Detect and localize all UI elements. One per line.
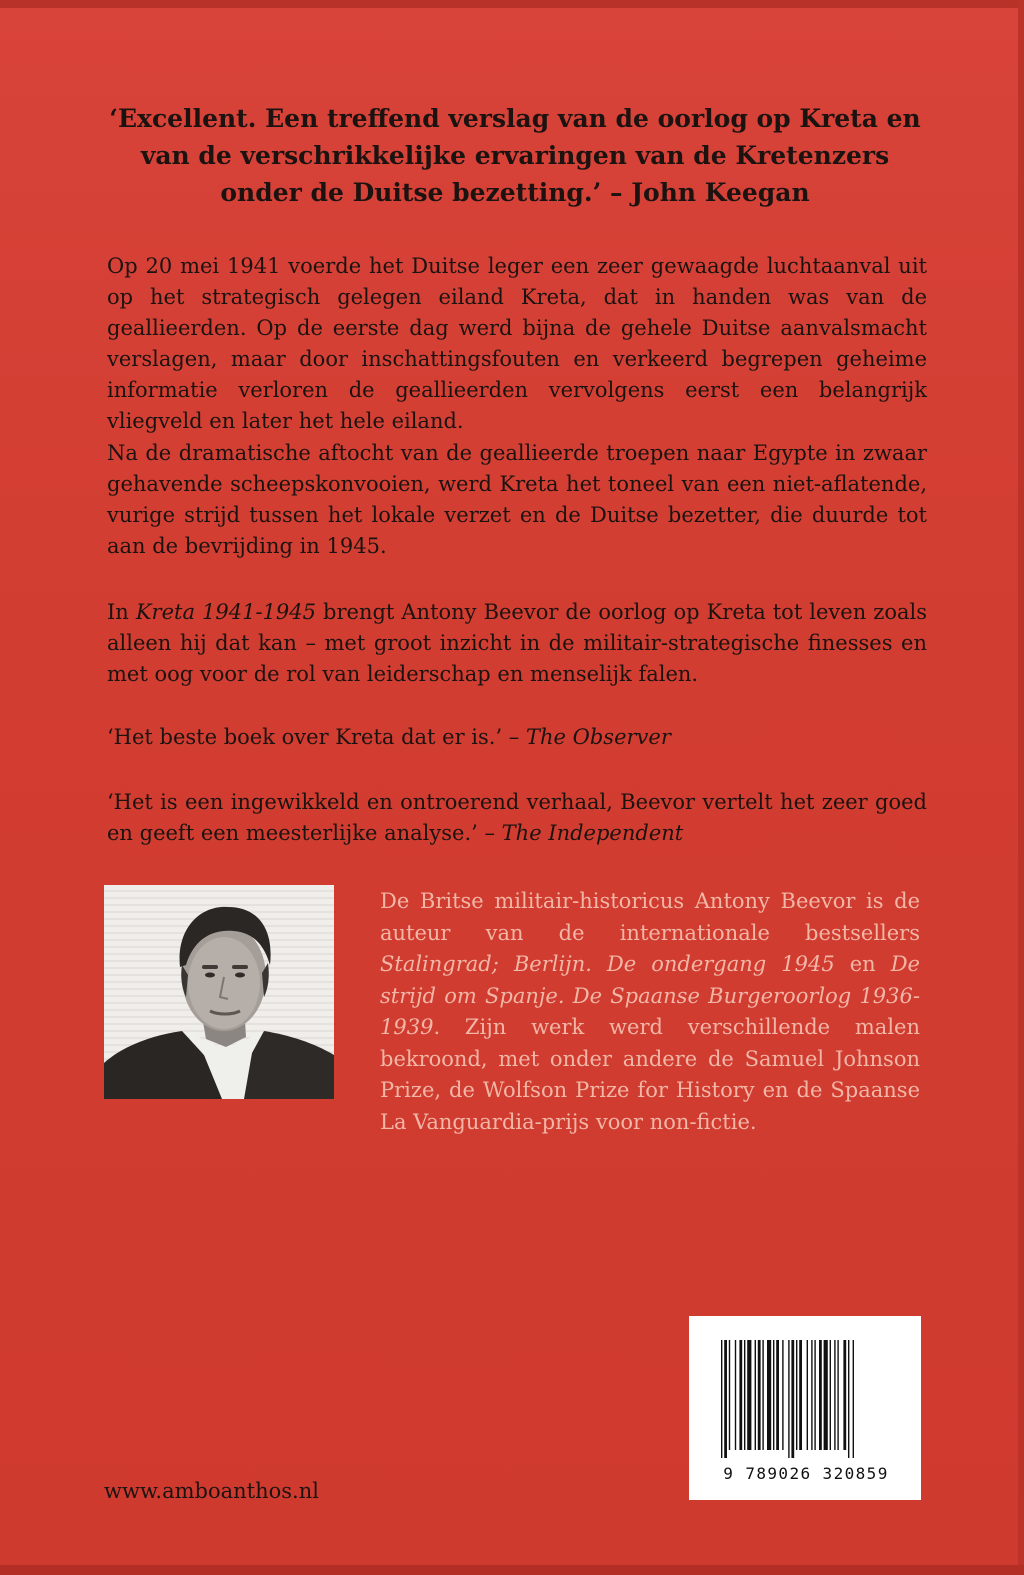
barcode-bar: [824, 1340, 828, 1450]
p3-rest: brengt Antony Beevor de oorlog op Kreta tot leven zoals alleen hij dat kan – met groot inzicht in de militair-strategische finesses en met oog voor de rol van leiderschap en menselijk falen.: [107, 600, 928, 686]
barcode-bar: [724, 1340, 727, 1458]
barcode-bar: [776, 1340, 779, 1450]
barcode-bar: [837, 1340, 838, 1450]
barcode-bar: [729, 1340, 730, 1450]
review-source: The Independent: [501, 821, 684, 845]
barcode-bar: [848, 1340, 849, 1458]
review-quote-observer: [107, 722, 927, 753]
review-text: ‘Het beste boek over Kreta dat er is.’ –: [107, 725, 526, 749]
barcode-bar: [796, 1340, 797, 1450]
barcode-bar: [799, 1340, 802, 1450]
headline-quote: ‘Excellent. Een treffend verslag van de oorlog op Kreta en van de verschrikkelijke ervaringen van de Kretenzers onder de Duitse bezetting.’ – John Keegan: [109, 104, 921, 207]
barcode-bar: [834, 1340, 835, 1450]
cover-edge-bottom: [0, 1565, 1024, 1575]
cover-edge-right: [1018, 0, 1024, 1575]
barcode-bar: [747, 1340, 751, 1450]
barcode-bar: [811, 1340, 812, 1450]
review-source: The Observer: [526, 725, 671, 749]
summary-paragraph-2: Na de dramatische aftocht van de geallieerde troepen naar Egypte in zwaar gehavende scheepskonvooien, werd Kreta het toneel van een niet-aflatende, vurige strijd tussen het lokale verzet en de Duitse bezetter, die duurde tot aan de bevrijding in 1945.: [107, 441, 927, 558]
barcode-bar: [758, 1340, 761, 1450]
barcode-bar: [843, 1340, 846, 1450]
barcode-bar: [814, 1340, 815, 1450]
barcode-bar: [807, 1340, 808, 1450]
author-bio: [380, 886, 920, 1138]
summary-paragraph-1: Op 20 mei 1941 voerde het Duitse leger een zeer gewaagde luchtaanval uit op het strategisch gelegen eiland Kreta, dat in handen was van de geallieerden. Op de eerste dag werd bijna de gehele Duitse aanvalsmacht verslagen, maar door inschattingsfouten en verkeerd begrepen geheime informatie verloren de geallieerden vervolgens eerst een belangrijk vliegveld en later het hele eiland.: [107, 254, 927, 433]
summary-paragraph-3: [107, 597, 927, 690]
bio-title-2: De strijd om Spanje. De Spaanse Burgeroorlog 1936-1939: [380, 952, 920, 1039]
barcode-bar: [791, 1340, 794, 1458]
barcode-bar: [853, 1340, 854, 1458]
barcode-bar: [744, 1340, 745, 1450]
barcode-bar: [782, 1340, 783, 1450]
bio-part-2: en: [834, 952, 891, 976]
review-quote-independent: [107, 787, 927, 849]
barcode-bar: [762, 1340, 763, 1450]
author-photo: [104, 885, 334, 1099]
book-title: Kreta 1941-1945: [135, 600, 316, 624]
barcode-bar: [739, 1340, 742, 1450]
review-text: ‘Het is een ingewikkeld en ontroerend verhaal, Beevor vertelt het zeer goed en geeft een meesterlijke analyse.’ –: [107, 790, 927, 845]
barcode-bar: [773, 1340, 774, 1450]
barcode-bar: [755, 1340, 756, 1450]
cover-edge-top: [0, 0, 1024, 8]
barcode-bar: [788, 1340, 789, 1458]
author-portrait-graphic: [104, 885, 334, 1099]
barcode-bar: [735, 1340, 736, 1450]
p3-intro: In: [107, 600, 136, 624]
bio-part-1: De Britse militair-historicus Antony Beevor is de auteur van de internationale bestsellers: [380, 889, 920, 945]
isbn-barcode: [689, 1316, 921, 1500]
barcode-bar: [767, 1340, 771, 1450]
barcode-bars: [719, 1340, 895, 1458]
bio-title-1: Stalingrad; Berlijn. De ondergang 1945: [380, 952, 835, 976]
barcode-bar: [830, 1340, 831, 1450]
isbn-number: 9 789026 320859: [723, 1464, 889, 1483]
barcode-bar: [721, 1340, 722, 1458]
bio-part-3: . Zijn werk werd verschillende malen bekroond, met onder andere de Samuel Johnson Prize, de Wolfson Prize for History en de Spaanse La Vanguardia-prijs voor non-fictie.: [380, 1015, 920, 1134]
publisher-website: www.amboanthos.nl: [104, 1479, 319, 1503]
barcode-bar: [819, 1340, 822, 1450]
